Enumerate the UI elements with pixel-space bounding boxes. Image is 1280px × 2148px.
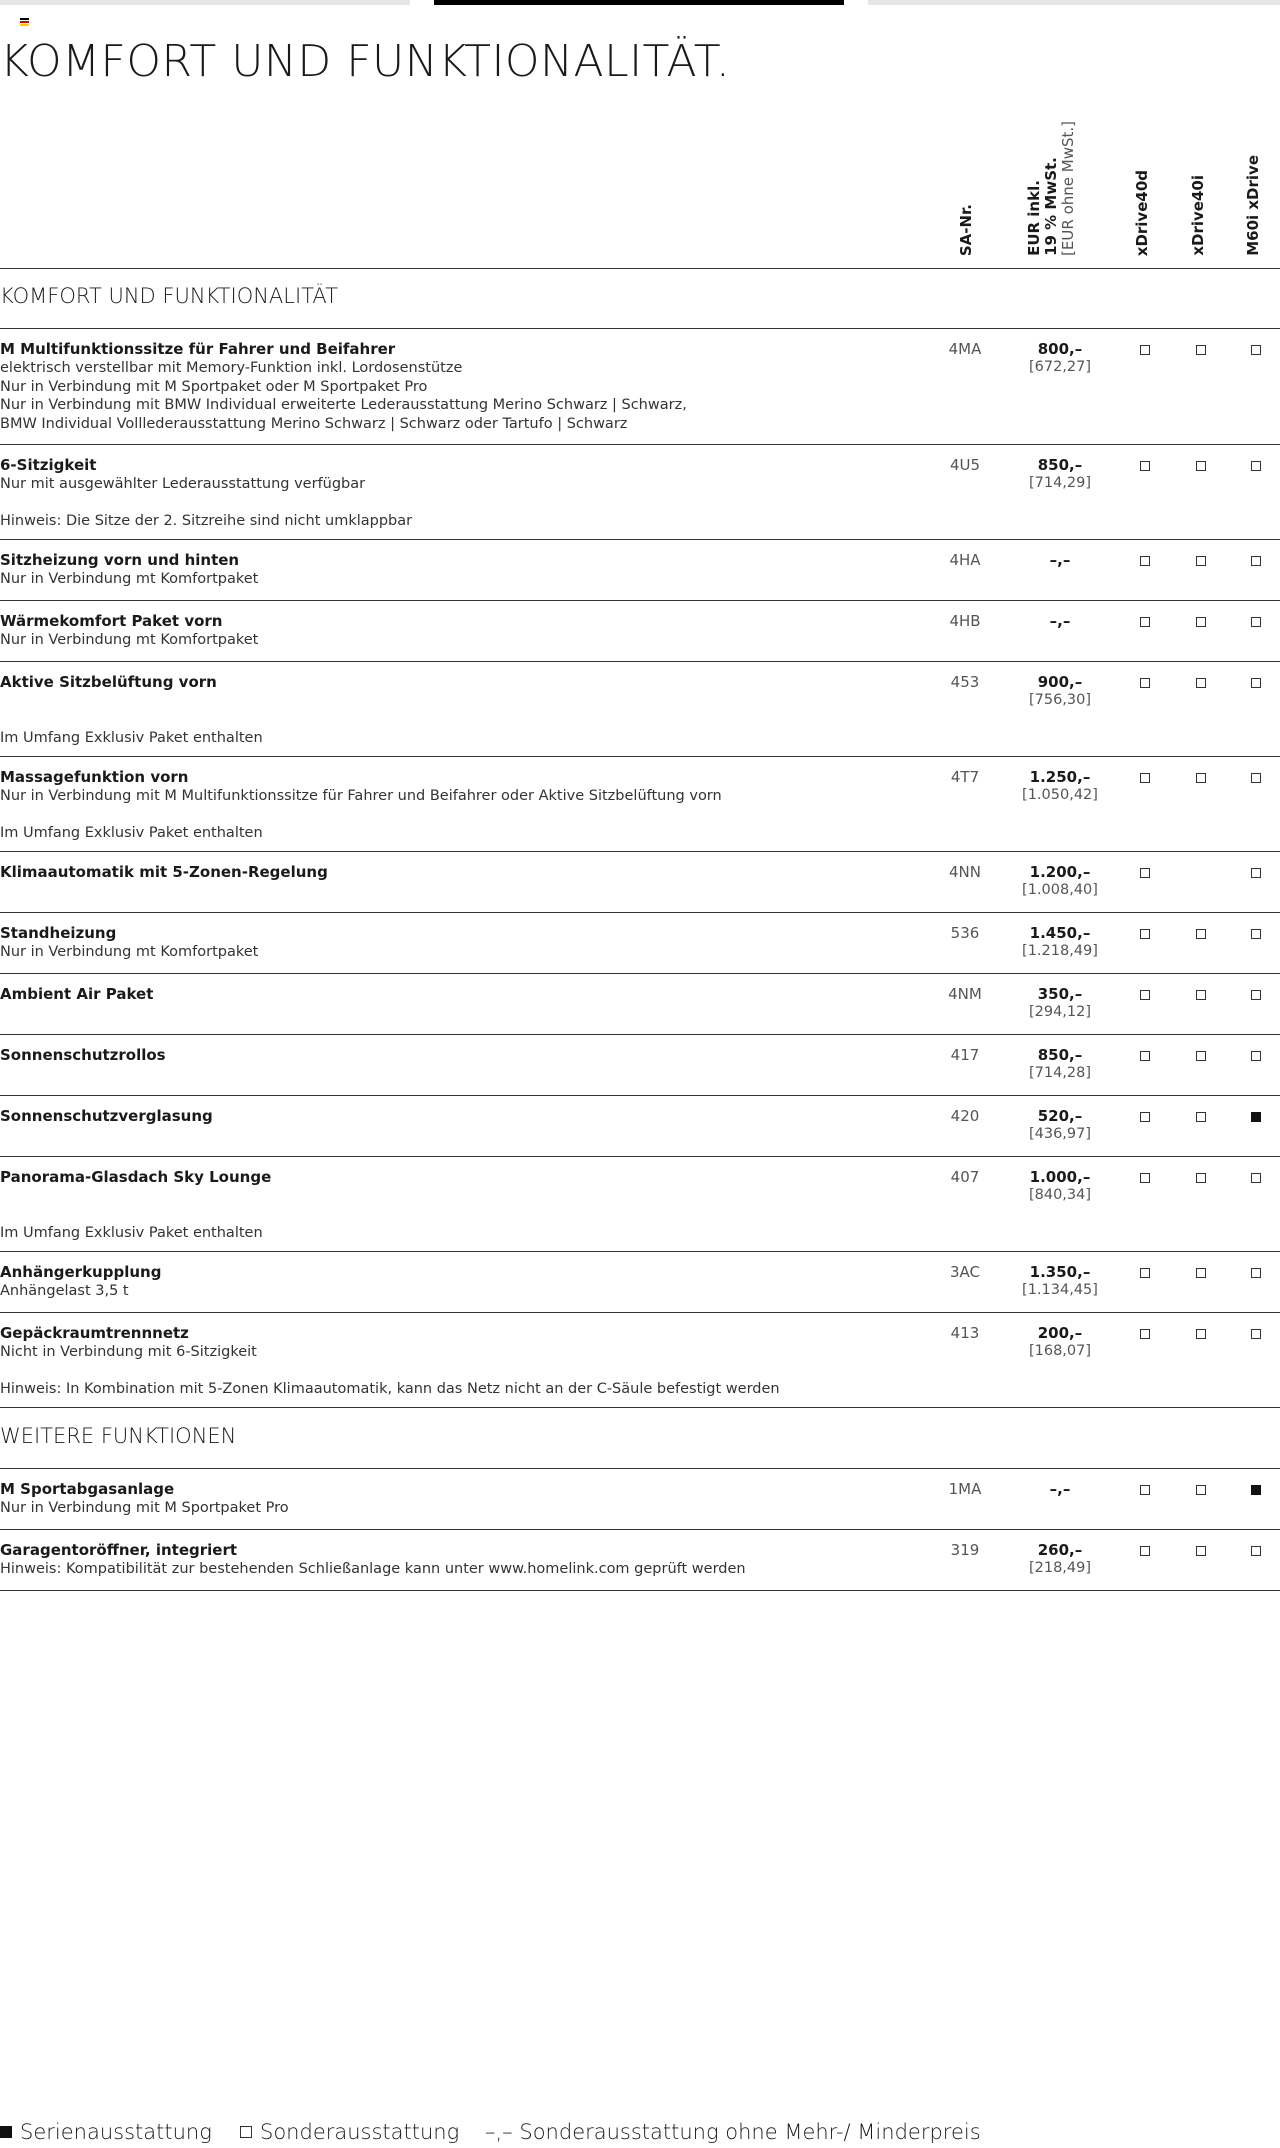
item-description xyxy=(0,943,258,962)
outlined-square-icon xyxy=(1196,556,1206,566)
price-gross: 1.250,– xyxy=(1029,768,1091,786)
price-gross: 900,– xyxy=(1037,673,1083,691)
sa-number: 4T7 xyxy=(950,768,980,786)
price-net: [1.008,40] xyxy=(1022,882,1098,898)
column-header-price xyxy=(1026,121,1084,256)
item-description-line: Nur in Verbindung mit BMW Individual erweiterte Lederausstattung Merino Schwarz | Schwarz, xyxy=(0,397,687,413)
legend-standard-label: Serienausstattung xyxy=(20,2120,212,2144)
outlined-square-icon xyxy=(1140,868,1150,878)
item-name: Ambient Air Paket xyxy=(0,985,154,1003)
outlined-square-icon xyxy=(1140,1268,1150,1278)
item-name: M Sportabgasanlage xyxy=(0,1480,175,1498)
outlined-square-icon xyxy=(1196,1329,1206,1339)
price-header-line3: [EUR ohne MwSt.] xyxy=(1059,121,1077,256)
outlined-square-icon xyxy=(1251,773,1261,783)
table-row xyxy=(0,1469,1280,1530)
section-header xyxy=(0,268,1280,329)
outlined-square-icon xyxy=(1140,678,1150,688)
table-row xyxy=(0,757,1280,852)
outlined-square-icon xyxy=(1251,990,1261,1000)
sa-number: 413 xyxy=(950,1324,980,1342)
item-name: Wärmekomfort Paket vorn xyxy=(0,612,223,630)
item-description xyxy=(0,1343,257,1362)
outlined-square-icon xyxy=(1140,1329,1150,1339)
sa-number: 319 xyxy=(950,1541,980,1559)
nav-segment-previous[interactable] xyxy=(0,0,410,5)
sa-number: 417 xyxy=(950,1046,980,1064)
price-gross: 1.000,– xyxy=(1029,1168,1091,1186)
filled-square-icon xyxy=(0,2126,12,2138)
outlined-square-icon xyxy=(1251,1173,1261,1183)
price-gross: –,– xyxy=(1049,612,1071,630)
table-row xyxy=(0,540,1280,601)
section-header xyxy=(0,1408,1280,1469)
item-description-line: Nur mit ausgewählter Lederausstattung verfügbar xyxy=(0,476,366,492)
legend-dash-symbol: –,– xyxy=(485,2120,513,2144)
outlined-square-icon xyxy=(1140,1485,1150,1495)
table-row xyxy=(0,445,1280,540)
legend-optional xyxy=(240,2120,459,2144)
price-net: [294,12] xyxy=(1028,1004,1092,1020)
outlined-square-icon xyxy=(1196,1546,1206,1556)
outlined-square-icon xyxy=(1251,1329,1261,1339)
page-title: KOMFORT UND FUNKTIONALITÄT. xyxy=(0,36,731,87)
outlined-square-icon xyxy=(1251,1268,1261,1278)
item-description-line: Nur in Verbindung mit M Sportpaket oder M Sportpaket Pro xyxy=(0,378,428,395)
price-net: [1.218,49] xyxy=(1022,943,1098,959)
legend-standard xyxy=(0,2120,212,2144)
price-net: [1.050,42] xyxy=(1022,787,1098,803)
price-gross: 260,– xyxy=(1037,1541,1083,1559)
flag-icon xyxy=(20,18,29,25)
price-net: [1.134,45] xyxy=(1022,1282,1098,1298)
item-description xyxy=(0,359,687,433)
filled-square-icon xyxy=(1251,1485,1261,1495)
outlined-square-icon xyxy=(1251,617,1261,627)
column-header-model-1: xDrive40d xyxy=(1133,169,1151,256)
price-header-line2: 19 % MwSt. xyxy=(1042,157,1060,256)
sa-number: 4U5 xyxy=(949,456,981,474)
outlined-square-icon xyxy=(1251,556,1261,566)
item-name: Gepäckraumtrennnetz xyxy=(0,1324,189,1342)
outlined-square-icon xyxy=(1251,1051,1261,1061)
outlined-square-icon xyxy=(1251,678,1261,688)
item-note: Im Umfang Exklusiv Paket enthalten xyxy=(0,1225,263,1241)
price-gross: 1.200,– xyxy=(1029,863,1091,881)
item-description xyxy=(0,1560,746,1579)
item-note: Im Umfang Exklusiv Paket enthalten xyxy=(0,825,263,841)
outlined-square-icon xyxy=(1196,678,1206,688)
item-name: Massagefunktion vorn xyxy=(0,768,189,786)
outlined-square-icon xyxy=(1196,1268,1206,1278)
price-header-line1: EUR inkl. xyxy=(1025,180,1043,256)
table-row xyxy=(0,1035,1280,1096)
item-description-line: Nur in Verbindung mt Komfortpaket xyxy=(0,944,259,960)
item-name: Sonnenschutzrollos xyxy=(0,1046,166,1064)
outlined-square-icon xyxy=(1196,461,1206,471)
item-description xyxy=(0,1499,289,1518)
outlined-square-icon xyxy=(1140,556,1150,566)
table-row xyxy=(0,1096,1280,1157)
outlined-square-icon xyxy=(1196,773,1206,783)
outlined-square-icon xyxy=(1251,929,1261,939)
sa-number: 4NN xyxy=(949,863,981,881)
sa-number: 4MA xyxy=(948,340,982,358)
item-description xyxy=(0,631,258,650)
outlined-square-icon xyxy=(1196,617,1206,627)
table-row xyxy=(0,1313,1280,1408)
item-description xyxy=(0,570,258,589)
equipment-table xyxy=(0,268,1280,1591)
table-row xyxy=(0,913,1280,974)
outlined-square-icon xyxy=(1140,1051,1150,1061)
outlined-square-icon xyxy=(1196,345,1206,355)
price-gross: 350,– xyxy=(1037,985,1083,1003)
sa-number: 4HB xyxy=(949,612,981,630)
item-name: Aktive Sitzbelüftung vorn xyxy=(0,673,217,691)
outlined-square-icon xyxy=(1196,1051,1206,1061)
item-description-line: Nur in Verbindung mit M Multifunktionssitze für Fahrer und Beifahrer oder Aktive Sitzbelüftung vorn xyxy=(0,788,722,804)
price-gross: 1.450,– xyxy=(1029,924,1091,942)
item-name: Sonnenschutzverglasung xyxy=(0,1107,213,1125)
price-gross: 520,– xyxy=(1037,1107,1083,1125)
filled-square-icon xyxy=(1251,1112,1261,1122)
item-description-line: Nicht in Verbindung mit 6-Sitzigkeit xyxy=(0,1344,257,1360)
item-name: 6-Sitzigkeit xyxy=(0,456,97,474)
item-name: Standheizung xyxy=(0,924,117,942)
item-description xyxy=(0,1282,129,1301)
item-note: Hinweis: In Kombination mit 5-Zonen Klimaautomatik, kann das Netz nicht an der C-Säule befestigt werden xyxy=(0,1381,780,1397)
table-row xyxy=(0,974,1280,1035)
item-name: Garagentoröffner, integriert xyxy=(0,1541,238,1559)
item-name: Klimaautomatik mit 5-Zonen-Regelung xyxy=(0,863,328,881)
sa-number: 453 xyxy=(950,673,980,691)
table-row xyxy=(0,1530,1280,1591)
outlined-square-icon xyxy=(1251,868,1261,878)
outlined-square-icon xyxy=(1140,1173,1150,1183)
outlined-square-icon xyxy=(1140,345,1150,355)
outlined-square-icon xyxy=(1140,617,1150,627)
price-gross: –,– xyxy=(1049,551,1071,569)
table-row xyxy=(0,1252,1280,1313)
item-description-line: Nur in Verbindung mt Komfortpaket xyxy=(0,571,259,587)
item-description-line: Nur in Verbindung mt Komfortpaket xyxy=(0,632,259,648)
table-header xyxy=(0,110,1280,269)
item-description-line: Nur in Verbindung mit M Sportpaket Pro xyxy=(0,1500,289,1516)
page-navigation-bars xyxy=(0,0,1280,6)
price-gross: 800,– xyxy=(1037,340,1083,358)
outlined-square-icon xyxy=(1196,1112,1206,1122)
table-row xyxy=(0,329,1280,445)
price-net: [714,29] xyxy=(1028,475,1092,491)
price-gross: 850,– xyxy=(1037,1046,1083,1064)
sa-number: 4HA xyxy=(949,551,981,569)
section-title: WEITERE FUNKTIONEN xyxy=(0,1424,237,1448)
outlined-square-icon xyxy=(1196,1485,1206,1495)
outlined-square-icon xyxy=(1140,1546,1150,1556)
item-description xyxy=(0,475,365,494)
item-description-line: elektrisch verstellbar mit Memory-Funktion inkl. Lordosenstütze xyxy=(0,360,463,376)
legend-no-charge-label: Sonderausstattung ohne Mehr-/ Minderpreis xyxy=(519,2120,981,2144)
price-net: [840,34] xyxy=(1028,1187,1092,1203)
price-net: [756,30] xyxy=(1028,692,1092,708)
outlined-square-icon xyxy=(1140,929,1150,939)
item-description-line: Anhängelast 3,5 t xyxy=(0,1283,129,1299)
outlined-square-icon xyxy=(1196,929,1206,939)
item-note: Im Umfang Exklusiv Paket enthalten xyxy=(0,730,263,746)
column-header-model-2: xDrive40i xyxy=(1189,175,1207,256)
outlined-square-icon xyxy=(1251,1546,1261,1556)
price-gross: 850,– xyxy=(1037,456,1083,474)
item-description-line: Hinweis: Kompatibilität zur bestehenden Schließanlage kann unter www.homelink.com geprüft werden xyxy=(0,1561,746,1577)
outlined-square-icon xyxy=(1196,1173,1206,1183)
price-net: [672,27] xyxy=(1028,359,1092,375)
item-name: M Multifunktionssitze für Fahrer und Beifahrer xyxy=(0,340,396,358)
column-header-model-3: M60i xDrive xyxy=(1244,155,1262,256)
legend-optional-label: Sonderausstattung xyxy=(260,2120,460,2144)
outlined-square-icon xyxy=(1251,345,1261,355)
table-row xyxy=(0,601,1280,662)
outlined-square-icon xyxy=(1140,990,1150,1000)
price-net: [168,07] xyxy=(1028,1343,1092,1359)
price-gross: 1.350,– xyxy=(1029,1263,1091,1281)
outlined-square-icon xyxy=(1140,1112,1150,1122)
outlined-square-icon xyxy=(1196,990,1206,1000)
legend xyxy=(0,2120,1280,2144)
price-net: [714,28] xyxy=(1028,1065,1092,1081)
sa-number: 3AC xyxy=(949,1263,980,1281)
outlined-square-icon xyxy=(1140,773,1150,783)
sa-number: 1MA xyxy=(948,1480,982,1498)
nav-segment-next[interactable] xyxy=(868,0,1280,5)
table-row xyxy=(0,662,1280,757)
table-row xyxy=(0,1157,1280,1252)
section-title: KOMFORT UND FUNKTIONALITÄT xyxy=(0,284,338,308)
outlined-square-icon xyxy=(240,2126,252,2138)
table-row xyxy=(0,852,1280,913)
item-description-line: BMW Individual Volllederausstattung Merino Schwarz | Schwarz oder Tartufo | Schwarz xyxy=(0,415,628,432)
item-description xyxy=(0,787,722,806)
sa-number: 407 xyxy=(950,1168,980,1186)
item-name: Anhängerkupplung xyxy=(0,1263,162,1281)
price-net: [218,49] xyxy=(1028,1560,1092,1576)
outlined-square-icon xyxy=(1140,461,1150,471)
legend-no-charge xyxy=(485,2120,981,2144)
column-header-sa-nr: SA-Nr. xyxy=(957,203,975,256)
item-name: Panorama-Glasdach Sky Lounge xyxy=(0,1168,272,1186)
price-net: [436,97] xyxy=(1028,1126,1092,1142)
sa-number: 420 xyxy=(950,1107,980,1125)
item-note: Hinweis: Die Sitze der 2. Sitzreihe sind nicht umklappbar xyxy=(0,513,413,529)
price-gross: 200,– xyxy=(1037,1324,1083,1342)
item-name: Sitzheizung vorn und hinten xyxy=(0,551,240,569)
sa-number: 536 xyxy=(950,924,980,942)
nav-segment-current[interactable] xyxy=(434,0,844,5)
outlined-square-icon xyxy=(1251,461,1261,471)
sa-number: 4NM xyxy=(948,985,982,1003)
price-gross: –,– xyxy=(1049,1480,1071,1498)
